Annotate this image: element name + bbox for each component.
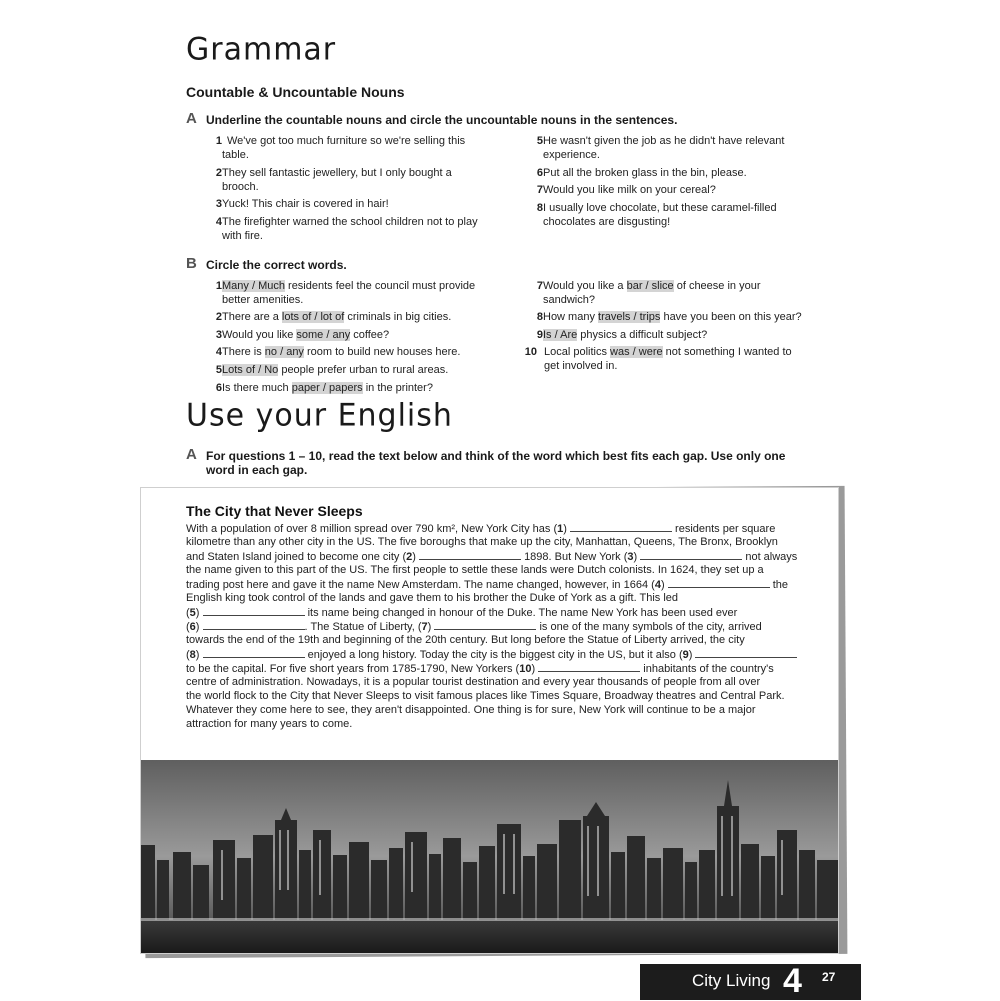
answer-gap[interactable]	[570, 521, 672, 532]
passage-line: (8) enjoyed a long history. Today the city is the biggest city in the US, but it also (9)	[186, 647, 797, 662]
passage-line: Whatever they come here to see, they aren't disappointed. One thing is for sure, New York will continue to be a major	[186, 704, 756, 716]
footer-bar	[640, 964, 861, 1000]
answer-gap[interactable]	[419, 549, 521, 560]
passage-line: trading post here and gave it the name New Amsterdam. The name changed, however, in 1664 (4) the	[186, 579, 789, 591]
answer-gap[interactable]	[203, 647, 305, 658]
answer-gap[interactable]	[695, 647, 797, 658]
answer-gap[interactable]	[434, 619, 536, 630]
passage-title: The City that Never Sleeps	[186, 503, 363, 519]
grammar-heading: Grammar	[186, 31, 337, 68]
unit-number: 4	[783, 962, 802, 1000]
use-english-instruction: For questions 1 – 10, read the text below and think of the word which best fits each gap. Use only one word in each gap.	[206, 449, 786, 477]
answer-gap[interactable]	[668, 577, 770, 588]
task-b-instruction: Circle the correct words.	[206, 258, 347, 272]
word-choice[interactable]: was / were	[610, 346, 663, 358]
passage-line: (6) . The Statue of Liberty, (7) is one of the many symbols of the city, arrived	[186, 621, 762, 633]
passage-line: centre of administration. Nowadays, it is a popular tourist destination and every year thousands of people from all over	[186, 676, 761, 688]
passage-line: attraction for many years to come.	[186, 718, 353, 730]
word-choice[interactable]: no / any	[264, 346, 304, 358]
passage-line: (5) its name being changed in honour of the Duke. The name New York has been used ever	[186, 607, 738, 619]
passage-line: kilometre than any other city in the US. The five boroughs that make up the city, Manhattan, Queens, The Bronx, Brooklyn	[186, 536, 778, 548]
task-a-letter: A	[186, 110, 197, 127]
passage-line: and Staten Island joined to become one city (2) 1898. But New York (3) not always	[186, 551, 798, 563]
word-choice[interactable]: Is / Are	[543, 329, 578, 341]
use-english-task-letter: A	[186, 446, 197, 463]
word-choice[interactable]: paper / papers	[291, 382, 363, 394]
passage-line: the world flock to the City that Never Sleeps to visit famous places like Times Square, Broadway theatres and Central Park.	[186, 690, 785, 702]
passage-line: the name given to this part of the US. The first people to settle these lands were Dutch colonists. In 1624, they set up a	[186, 564, 764, 576]
word-choice[interactable]: Lots of / No	[222, 364, 279, 376]
use-english-heading: Use your English	[186, 397, 453, 434]
word-choice[interactable]: bar / slice	[626, 280, 674, 292]
answer-gap[interactable]	[538, 661, 640, 672]
task-a-instruction: Underline the countable nouns and circle the uncountable nouns in the sentences.	[206, 113, 678, 127]
passage-line: towards the end of the 19th and beginning of the 20th century. But long before the Statue of Liberty arrived, the city	[186, 634, 745, 646]
city-skyline-image	[141, 760, 838, 953]
passage-line: to be the capital. For five short years from 1785-1790, New Yorkers (10) inhabitants of the country's	[186, 663, 774, 675]
word-choice[interactable]: some / any	[296, 329, 351, 341]
unit-title: City Living	[692, 971, 771, 990]
reading-panel	[140, 487, 839, 954]
page-number: 27	[822, 970, 836, 984]
word-choice[interactable]: lots of / lot of	[281, 311, 345, 323]
passage-line: English king took control of the lands and gave them to his brother the Duke of York as a gift. This led	[186, 592, 679, 604]
word-choice[interactable]: travels / trips	[598, 311, 661, 323]
answer-gap[interactable]	[203, 605, 305, 616]
grammar-subheading: Countable & Uncountable Nouns	[186, 84, 405, 100]
passage-line: With a population of over 8 million spread over 790 km², New York City has (1) residents per square	[186, 523, 776, 535]
task-b-letter: B	[186, 255, 197, 272]
answer-gap[interactable]	[203, 619, 305, 630]
word-choice[interactable]: Many / Much	[222, 280, 285, 292]
answer-gap[interactable]	[640, 549, 742, 560]
